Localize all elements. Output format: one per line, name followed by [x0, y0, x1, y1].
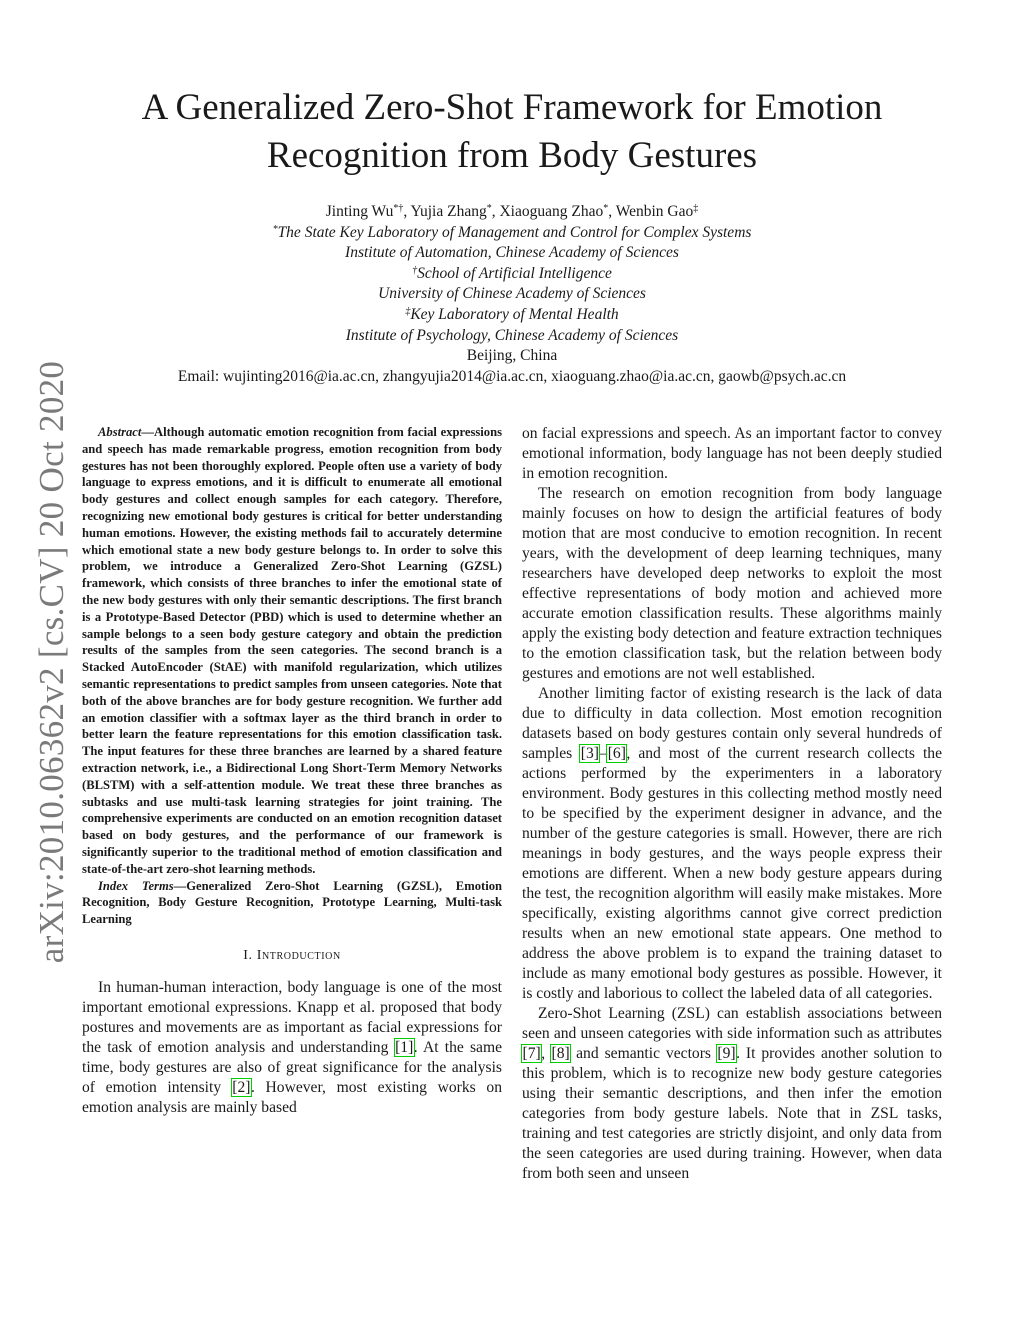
paragraph-text: ,: [541, 1045, 552, 1062]
affiliation-mark: *: [603, 203, 609, 214]
arxiv-identifier: arXiv:2010.06362v2 [cs.CV] 20 Oct 2020: [32, 360, 71, 964]
section-heading: [82, 946, 502, 966]
left-column: [82, 424, 502, 1118]
paragraph-text: . At the same time, body gestures are also of great significance for the analysis of emotion intensity: [82, 1038, 503, 1096]
affiliation-line: [0, 223, 1024, 244]
intro-paragraph: [82, 978, 502, 1118]
location-line: Beijing, China: [466, 347, 558, 365]
section-title: Introduction: [256, 947, 341, 963]
paragraph-text: Zero-Shot Learning (ZSL) can establish associations between seen and unseen categories with side information such as attributes: [522, 1005, 942, 1042]
author-block: [0, 202, 1024, 387]
author-name: Jinting Wu: [325, 203, 394, 220]
paragraph-text: In human-human interaction, body language is one of the most important emotional expressions. Knapp et al. proposed that body postures and movements are as important as facial expressions for the task of emotion analysis and understanding: [82, 978, 502, 1056]
index-terms: [82, 878, 502, 928]
citation-link[interactable]: [6]: [607, 745, 626, 762]
affiliation-line: University of Chinese Academy of Sciences: [378, 285, 646, 303]
citation-link[interactable]: [1]: [395, 1038, 414, 1056]
affiliation-text: Key Laboratory of Mental Health: [410, 305, 619, 323]
paper-title: [0, 84, 1024, 180]
right-column: [522, 424, 942, 1184]
paragraph-text: and semantic vectors: [570, 1045, 717, 1062]
affiliation-mark: ‡: [405, 305, 411, 317]
citation-link[interactable]: [7]: [522, 1045, 541, 1062]
affiliation-line: [0, 305, 1024, 326]
paragraph-text: Another limiting factor of existing research is the lack of data due to difficulty in data collection. Most emotion recognition datasets based on body gestures contain only several hundreds of samples: [522, 685, 942, 762]
affiliation-line: Institute of Psychology, Chinese Academy of Sciences: [345, 326, 679, 344]
affiliation-line: Institute of Automation, Chinese Academy of Sciences: [345, 244, 679, 262]
paragraph-text: –: [599, 745, 608, 762]
citation-link[interactable]: [3]: [580, 745, 599, 762]
affiliation-mark: *: [272, 223, 278, 235]
author-name: Yujia Zhang: [410, 203, 487, 220]
citation-link[interactable]: [2]: [232, 1078, 251, 1096]
citation-link[interactable]: [9]: [717, 1045, 736, 1062]
abstract: [82, 424, 502, 878]
section-number: I.: [243, 947, 253, 963]
paragraph-text: , and most of the current research collects the actions performed by the experimenters in a laboratory environment. Body gestures in this collecting method mostly need to be specified by the experiment designer in advance, and the number of the gesture categories is small. However, there are rich meanings in body gestures, and the ways people express their emotions are different. When a new body gesture appears during the test, the recognition algorithm will easily make mistakes. More specifically, existing algorithms cannot give correct prediction results when an new emotional state appears. One method to address the above problem is to expand the training dataset to include as many emotional body gestures as possible. However, it is costly and laborious to collect the labeled data of all categories.: [522, 745, 942, 1002]
citation-link[interactable]: [8]: [551, 1045, 570, 1062]
affiliation-mark: *†: [393, 203, 404, 214]
author-name: Xiaoguang Zhao: [499, 203, 604, 220]
paper-title-line: A Generalized Zero-Shot Framework for Emotion: [141, 87, 883, 128]
email-line: Email: wujinting2016@ia.ac.cn, zhangyujia2014@ia.ac.cn, xiaoguang.zhao@ia.ac.cn, gaowb@psych.ac.cn: [177, 367, 847, 385]
affiliation-text: School of Artificial Intelligence: [417, 264, 612, 282]
index-terms-label: Index Terms: [98, 878, 174, 893]
author-names: Jinting Wu*†, Yujia Zhang*, Xiaoguang Zhao*, Wenbin Gao‡: [325, 203, 699, 220]
affiliation-text: The State Key Laboratory of Management and Control for Complex Systems: [277, 223, 752, 241]
author-name: Wenbin Gao: [615, 203, 694, 220]
abstract-text: —Although automatic emotion recognition from facial expressions and speech has made remarkable progress, emotion recognition from body gestures has not been thoroughly explored. People often use a variety of body language to express emotions, and it is difficult to enumerate all emotional body gestures and collect enough samples for each category. Therefore, recognizing new emotional body gestures is critical for better understanding human emotions. However, the existing methods fail to accurately determine which emotional state a new body gesture belongs to. In order to solve this problem, we introduce a Generalized Zero-Shot Learning (GZSL) framework, which consists of three branches to infer the emotional state of the new body gestures with only their semantic descriptions. The first branch is a Prototype-Based Detector (PBD) which is used to determine whether an sample belongs to a seen body gesture category and obtain the prediction results of the samples from the seen categories. The second branch is a Stacked AutoEncoder (StAE) with manifold regularization, which utilizes semantic representations to predict samples from unseen categories. Note that both of the above branches are for body gesture recognition. We further add an emotion classifier with a softmax layer as the third branch in order to better learn the feature representations for this emotion classification task. The input features for these three branches are learned by a shared feature extraction network, i.e., a Bidirectional Long Short-Term Memory Networks (BLSTM) with a self-attention module. We treat these three branches as subtasks and use multi-task learning strategies for joint training. The comprehensive experiments are conducted on an emotion recognition dataset based on body gestures, and the performance of our framework is significantly superior to the traditional method of emotion classification and state-of-the-art zero-shot learning methods.: [82, 425, 502, 876]
body-paragraph: [522, 684, 942, 1004]
affiliation-mark: ‡: [693, 203, 699, 214]
body-paragraph: on facial expressions and speech. As an important factor to convey emotional information, body language has not been deeply studied in emotion recognition.: [522, 425, 942, 482]
body-paragraph: [522, 1004, 942, 1184]
index-terms-text: —Generalized Zero-Shot Learning (GZSL), Emotion Recognition, Body Gesture Recognition, Prototype Learning, Multi-task Learning: [82, 878, 502, 927]
paper-title-line: Recognition from Body Gestures: [266, 135, 758, 176]
paragraph-text: . However, most existing works on emotion analysis are mainly based: [82, 1078, 502, 1116]
affiliation-mark: †: [412, 264, 418, 276]
affiliation-line: [0, 264, 1024, 285]
abstract-label: Abstract: [98, 425, 142, 439]
body-paragraph: The research on emotion recognition from body language mainly focuses on how to design the artificial features of body motion that are most conducive to emotion recognition. In recent years, with the development of deep learning techniques, many researchers have developed deep networks to exploit the most effective representations of body motion and achieved more accurate emotion classification results. These algorithms mainly apply the existing body detection and feature extraction techniques to the emotion classification task, but the relation between body gestures and emotions are not well established.: [522, 485, 942, 682]
affiliation-mark: *: [486, 203, 492, 214]
paragraph-text: . It provides another solution to this problem, which is to recognize new body gesture categories using their semantic descriptions, and then infer the emotion categories from body gesture labels. Note that in ZSL tasks, training and test categories are strictly disjoint, and only data from the seen categories are used during training. However, when data from both seen and unseen: [522, 1045, 942, 1182]
